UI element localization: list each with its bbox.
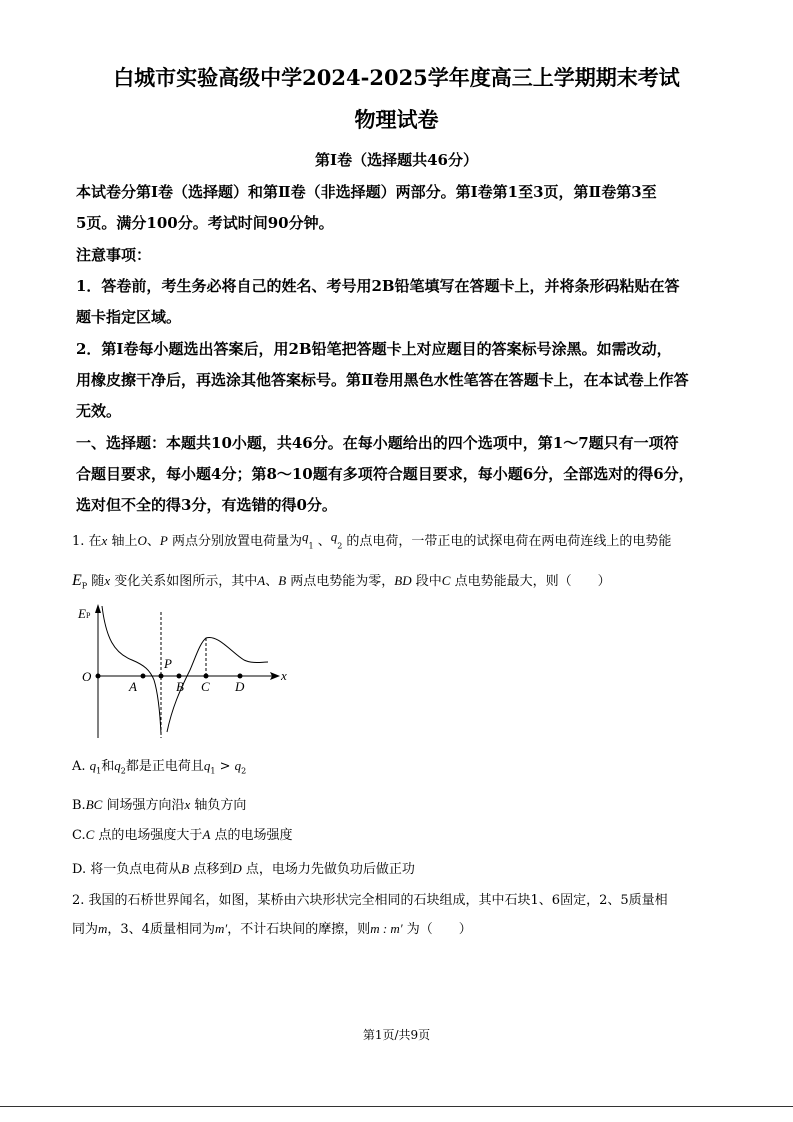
label-b: B [176, 679, 184, 694]
label-p: P [164, 656, 172, 671]
var: q [114, 758, 121, 773]
var: x [101, 533, 108, 548]
text: > [215, 759, 235, 774]
text: A. [72, 759, 90, 774]
var-sub: 1 [96, 766, 102, 776]
var: B [278, 573, 287, 588]
intro-line: 5页。满分100分。考试时间90分钟。 [76, 214, 334, 232]
q2-line1: 2. 我国的石桥世界闻名，如图，某桥由六块形状完全相同的石块组成，其中石块1、6固定，2、5质量相 [72, 893, 668, 908]
notice-line: 1．答卷前，考生务必将自己的姓名、考号用2B铅笔填写在答题卡上，并将条形码粘贴在答 [76, 277, 680, 295]
text: 轴负方向 [190, 798, 247, 813]
text: 、 [313, 534, 331, 549]
text: 两点电势能为零， [286, 574, 395, 589]
option-b[interactable] [72, 794, 246, 813]
notice-line: 用橡皮擦干净后，再选涂其他答案标号。第Ⅱ卷用黑色水性笔答在答题卡上，在本试卷上作答 [76, 371, 689, 389]
notice-line: 无效。 [76, 402, 122, 420]
var: A [257, 573, 266, 588]
label-o: O [82, 669, 92, 684]
bottom-divider [0, 1106, 793, 1107]
var-sub: 2 [241, 766, 247, 776]
q2-line2 [72, 918, 472, 937]
text: 轴上 [107, 534, 138, 549]
var: C [85, 827, 95, 842]
var: x [104, 573, 111, 588]
part-line: 合题目要求，每小题4分；第8～10题有多项符合题目要求，每小题6分，全部选对的得6分， [76, 465, 694, 483]
var-sub: P [81, 581, 88, 591]
label-d: D [235, 679, 245, 694]
text: 都是正电荷且 [125, 759, 204, 774]
part-line: 选对但不全的得3分，有选错的得0分。 [76, 496, 337, 514]
var-sub: 1 [210, 766, 216, 776]
text: ，不计石块间的摩擦，则 [227, 922, 371, 937]
text: 和 [101, 759, 115, 774]
var: m [98, 921, 108, 936]
var: m : m′ [370, 921, 403, 936]
text: 点的电场强度大于 [94, 828, 203, 843]
text: B. [72, 798, 86, 813]
notice-line: 题卡指定区域。 [76, 308, 182, 326]
notice-heading: 注意事项： [76, 246, 152, 264]
text: ，3、4质量相同为 [107, 922, 215, 937]
var: q [330, 529, 338, 544]
text: 为（ ） [402, 922, 472, 937]
y-axis-label: EP [78, 606, 91, 621]
text: 随 [87, 574, 105, 589]
x-axis-label: x [281, 668, 287, 683]
label-c: C [201, 679, 210, 694]
text: 点移到 [189, 862, 233, 877]
text: 的点电荷，一带正电的试探电荷在两电荷连线上的电势能 [342, 534, 672, 549]
var: P [159, 533, 168, 548]
var: E [72, 572, 82, 589]
page-footer: 第1页/共9页 [362, 1028, 431, 1042]
point-o [96, 674, 101, 679]
part-heading: 一、选择题：本题共10小题，共46分。在每小题给出的四个选项中，第1～7题只有一项符 [76, 434, 679, 452]
text: 点电势能最大，则（ ） [450, 574, 611, 589]
text: 两点分别放置电荷量为 [167, 534, 302, 549]
text: 同为 [72, 922, 99, 937]
option-c[interactable] [72, 824, 293, 843]
point-d [238, 674, 243, 679]
text: 段中 [411, 574, 442, 589]
var: x [184, 797, 191, 812]
text: D. 将一负点电荷从 [72, 862, 182, 877]
var: BC [85, 797, 103, 812]
text: 点，电场力先做负功后做正功 [241, 862, 415, 877]
var: BD [394, 573, 412, 588]
var: B [181, 861, 190, 876]
curve-left [102, 606, 161, 734]
var-sub: 2 [120, 766, 126, 776]
exam-subject: 物理试卷 [354, 107, 439, 132]
label-a: A [129, 679, 137, 694]
var: m′ [214, 921, 228, 936]
option-d[interactable] [72, 858, 415, 877]
q1-line2: $E_P$ 随x 变化关系如图所示，其中A、B 两点电势能为零，BD 段中C 点电势能最大，则（ ） [72, 572, 611, 591]
text: 点的电场强度 [210, 828, 293, 843]
point-p [159, 674, 164, 679]
text: 1. 在 [72, 534, 102, 549]
y-axis-arrow [95, 604, 101, 613]
point-b [177, 674, 182, 679]
var: A [202, 827, 211, 842]
section-heading: 第Ⅰ卷（选择题共46分） [315, 151, 478, 169]
text: C. [72, 828, 86, 843]
point-c [204, 674, 209, 679]
point-a [141, 674, 146, 679]
var: q [89, 758, 97, 773]
var: D [232, 861, 242, 876]
var: O [137, 533, 147, 548]
text: 、 [146, 534, 160, 549]
exam-title: 白城市实验高级中学2024-2025学年度高三上学期期末考试 [113, 65, 680, 90]
text: 间场强方向沿 [102, 798, 185, 813]
intro-line: 本试卷分第Ⅰ卷（选择题）和第Ⅱ卷（非选择题）两部分。第Ⅰ卷第1至3页，第Ⅱ卷第3至 [76, 183, 657, 201]
notice-line: 2．第Ⅰ卷每小题选出答案后，用2B铅笔把答题卡上对应题目的答案标号涂黑。如需改动， [76, 340, 672, 358]
var: q [301, 529, 309, 544]
option-a[interactable] [72, 755, 246, 776]
var: q [234, 758, 242, 773]
ep-x-graph [72, 598, 292, 748]
text: 变化关系如图所示，其中 [110, 574, 258, 589]
var: C [441, 573, 451, 588]
q1-line1: 1. 在x 轴上O、P 两点分别放置电荷量为$q_1$ 、$q_2$ 的点电荷，一带正电的试探电荷在两电荷连线上的电势能 [72, 529, 672, 551]
var: q [203, 758, 211, 773]
